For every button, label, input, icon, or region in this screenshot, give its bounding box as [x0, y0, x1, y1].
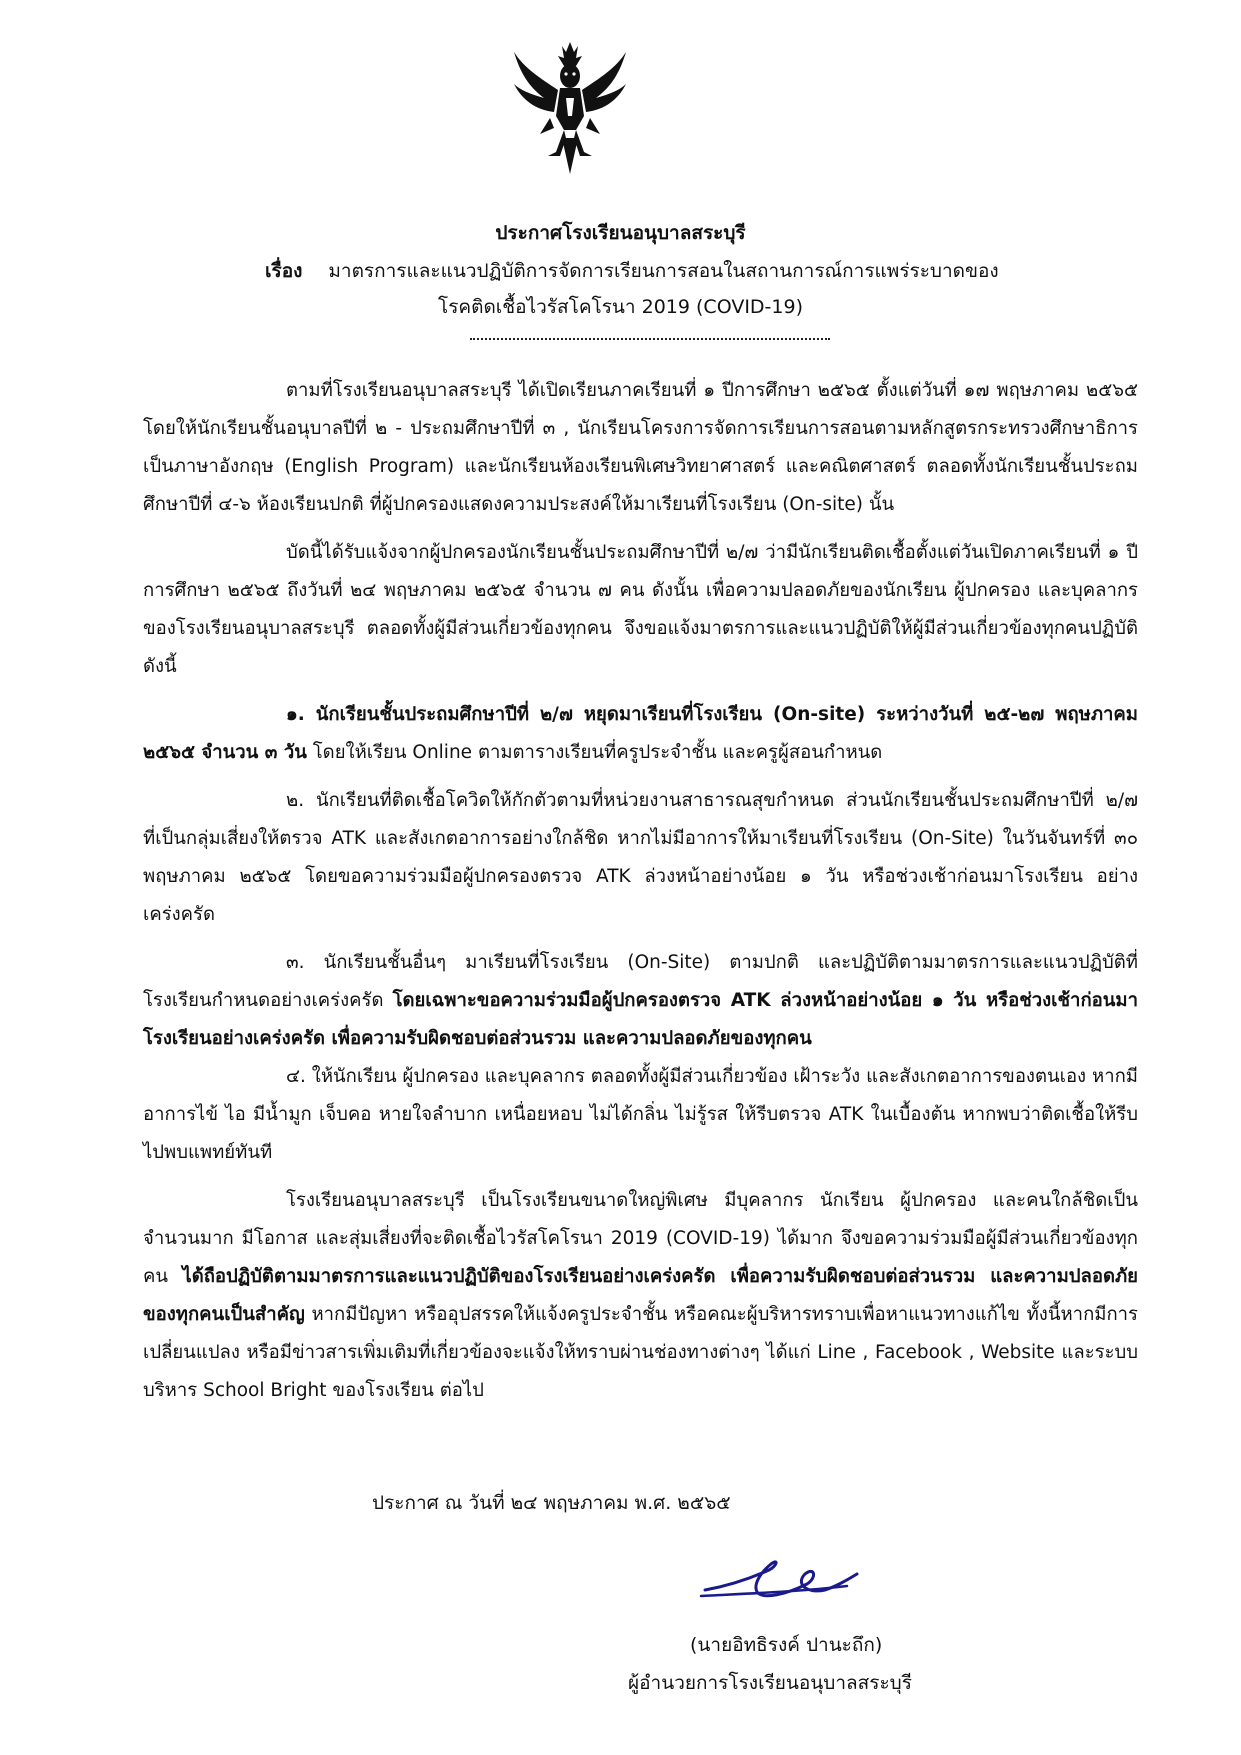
announce-date: ประกาศ ณ วันที่ ๒๔ พฤษภาคม พ.ศ. ๒๕๖๕	[372, 1492, 731, 1514]
document-body	[143, 372, 1138, 1410]
dotted-divider	[470, 338, 830, 340]
measure-item-1	[143, 696, 1138, 772]
signer-position: ผู้อำนวยการโรงเรียนอนุบาลสระบุรี	[628, 1672, 912, 1694]
measure-item-1-text: โดยให้เรียน Online ตามตารางเรียนที่ครูประจำชั้น และครูผู้สอนกำหนด	[306, 742, 883, 763]
measure-item-2: ๒. นักเรียนที่ติดเชื้อโควิดให้กักตัวตามที่หน่วยงานสาธารณสุขกำหนด ส่วนนักเรียนชั้นประถมศึกษาปีที่ ๒/๗ ที่เป็นกลุ่มเสี่ยงให้ตรวจ ATK และสังเกตอาการอย่างใกล้ชิด หากไม่มีอาการให้มาเรียนที่โรงเรียน (On-Site) ในวันจันทร์ที่ ๓๐ พฤษภาคม ๒๕๖๕ โดยขอความร่วมมือผู้ปกครองตรวจ ATK ล่วงหน้าอย่างน้อย ๑ วัน หรือช่วงเช้าก่อนมาโรงเรียน อย่างเคร่งครัด	[143, 790, 1138, 925]
subject-text-continued: โรคติดเชื้อไวรัสโคโรนา 2019 (COVID-19)	[437, 296, 804, 318]
measure-item-3-text: ๓. นักเรียนชั้นอื่นๆ มาเรียนที่โรงเรียน (On-Site) ตามปกติ และปฏิบัติตามมาตรการและแนวปฏิบัติที่โรงเรียนกำหนดอย่างเคร่งครัด	[143, 952, 1138, 1011]
signer-name: (นายอิทธิรงค์ ปานะถึก)	[690, 1634, 883, 1656]
paragraph-closing	[143, 1182, 1138, 1410]
measure-item-3-bold: โดยเฉพาะขอความร่วมมือผู้ปกครองตรวจ ATK ล่วงหน้าอย่างน้อย ๑ วัน หรือช่วงเช้าก่อนมาโรงเรียนอย่างเคร่งครัด เพื่อความรับผิดชอบต่อส่วนรวม และความปลอดภัยของทุกคน	[143, 990, 1138, 1049]
subject-label: เรื่อง	[265, 260, 303, 282]
subject-text: มาตรการและแนวปฏิบัติการจัดการเรียนการสอนในสถานการณ์การแพร่ระบาดของ	[328, 260, 999, 282]
measure-item-1-bold: ๑. นักเรียนชั้นประถมศึกษาปีที่ ๒/๗ หยุดมาเรียนที่โรงเรียน (On-site) ระหว่างวันที่ ๒๕-๒๗ พฤษภาคม ๒๕๖๕ จำนวน ๓ วัน	[143, 704, 1138, 763]
measure-item-4: ๔. ให้นักเรียน ผู้ปกครอง และบุคลากร ตลอดทั้งผู้มีส่วนเกี่ยวข้อง เฝ้าระวัง และสังเกตอาการของตนเอง หากมีอาการไข้ ไอ มีน้ำมูก เจ็บคอ หายใจลำบาก เหนื่อยหอบ ไม่ได้กลิ่น ไม่รู้รส ให้รีบตรวจ ATK ในเบื้องต้น หากพบว่าติดเชื้อให้รีบไปพบแพทย์ทันที	[143, 1066, 1138, 1163]
closing-text-end: หากมีปัญหา หรืออุปสรรคให้แจ้งครูประจำชั้น หรือคณะผู้บริหารทราบเพื่อหาแนวทางแก้ไข ทั้งนี้หากมีการเปลี่ยนแปลง หรือมีข่าวสารเพิ่มเติมที่เกี่ยวข้องจะแจ้งให้ทราบผ่านช่องทางต่างๆ ได้แก่ Line , Facebook , Website และระบบบริหาร School Bright ของโรงเรียน ต่อไป	[143, 1304, 1138, 1401]
paragraph-intro: ตามที่โรงเรียนอนุบาลสระบุรี ได้เปิดเรียนภาคเรียนที่ ๑ ปีการศึกษา ๒๕๖๕ ตั้งแต่วันที่ ๑๗ พฤษภาคม ๒๕๖๕ โดยให้นักเรียนชั้นอนุบาลปีที่ ๒ - ประถมศึกษาปีที่ ๓ , นักเรียนโครงการจัดการเรียนการสอนตามหลักสูตรกระทรวงศึกษาธิการเป็นภาษาอังกฤษ (English Program) และนักเรียนห้องเรียนพิเศษวิทยาศาสตร์ และคณิตศาสตร์ ตลอดทั้งนักเรียนชั้นประถมศึกษาปีที่ ๔-๖ ห้องเรียนปกติ ที่ผู้ปกครองแสดงความประสงค์ให้มาเรียนที่โรงเรียน (On-site) นั้น	[143, 380, 1138, 515]
closing-text-start: โรงเรียนอนุบาลสระบุรี เป็นโรงเรียนขนาดใหญ่พิเศษ มีบุคลากร นักเรียน ผู้ปกครอง และคนใกล้ชิดเป็นจำนวนมาก มีโอกาส และสุ่มเสี่ยงที่จะติดเชื้อไวรัสโคโรนา 2019 (COVID-19) ได้มาก จึงขอความร่วมมือผู้มีส่วนเกี่ยวข้องทุกคน	[143, 1190, 1138, 1287]
measure-item-3	[143, 944, 1138, 1058]
garuda-emblem-icon	[510, 38, 630, 178]
closing-text-bold: ได้ถือปฏิบัติตามมาตรการและแนวปฏิบัติของโรงเรียนอย่างเคร่งครัด เพื่อความรับผิดชอบต่อส่วนรวม และความปลอดภัยของทุกคนเป็นสำคัญ	[143, 1266, 1138, 1325]
subject-line	[265, 256, 999, 286]
announcement-title: ประกาศโรงเรียนอนุบาลสระบุรี	[495, 222, 746, 244]
paragraph-notice: บัดนี้ได้รับแจ้งจากผู้ปกครองนักเรียนชั้นประถมศึกษาปีที่ ๒/๗ ว่ามีนักเรียนติดเชื้อตั้งแต่วันเปิดภาคเรียนที่ ๑ ปีการศึกษา ๒๕๖๕ ถึงวันที่ ๒๔ พฤษภาคม ๒๕๖๕ จำนวน ๗ คน ดังนั้น เพื่อความปลอดภัยของนักเรียน ผู้ปกครอง และบุคลากรของโรงเรียนอนุบาลสระบุรี ตลอดทั้งผู้มีส่วนเกี่ยวข้องทุกคน จึงขอแจ้งมาตรการและแนวปฏิบัติให้ผู้มีส่วนเกี่ยวข้องทุกคนปฏิบัติดังนี้	[143, 542, 1138, 677]
signature-icon	[697, 1540, 877, 1610]
